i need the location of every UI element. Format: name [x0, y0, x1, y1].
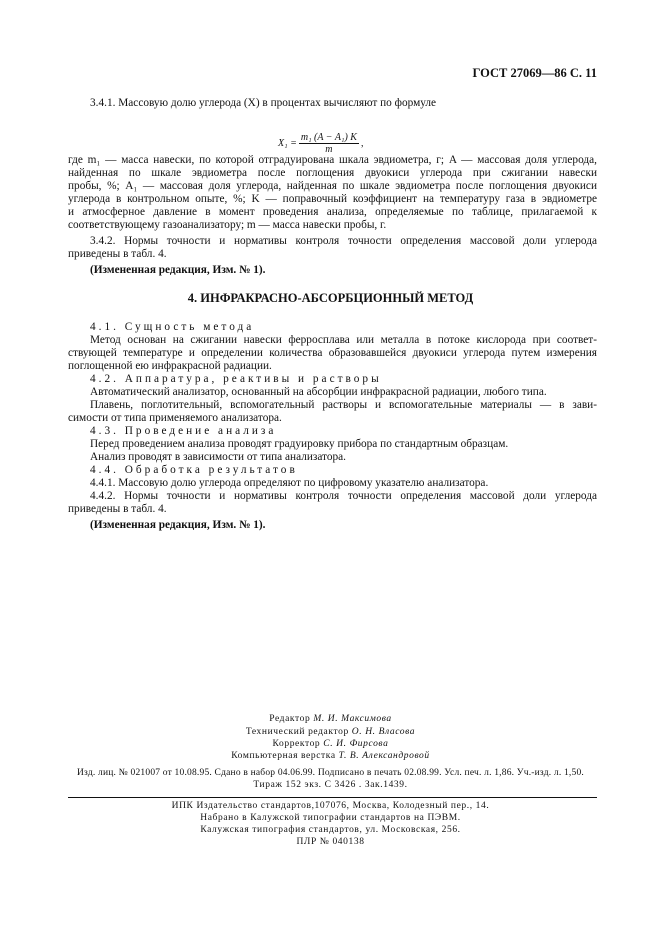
where-line: соответствующему газоанализатору; m — масса навески пробы, г. [68, 219, 387, 231]
amendment-note: (Измененная редакция, Изм. № 1). [90, 264, 266, 276]
page-header: ГОСТ 27069—86 С. 11 [472, 66, 597, 80]
text-line: приведены в табл. 4. [68, 503, 167, 515]
credit-line: Технический редактор О. Н. Власова [245, 727, 416, 737]
section-heading: 4. ИНФРАКРАСНО-АБСОРБЦИОННЫЙ МЕТОД [187, 291, 474, 305]
where-line: углерода в контрольном опыте, %; K — поправочный коэффициент на температуру газа в эвдиометре [68, 193, 597, 205]
text-line: Плавень, поглотительный, вспомогательный растворы и вспомогательные материалы — в зави- [90, 399, 597, 411]
credit-line: Компьютерная верстка Т. В. Александровой [231, 751, 430, 761]
amendment-note: (Измененная редакция, Изм. № 1). [90, 519, 266, 531]
credit-line: Корректор С. И. Фирсова [272, 739, 389, 749]
publisher-line: ИПК Издательство стандартов,107076, Москва, Колодезный пер., 14. [171, 801, 490, 811]
divider [68, 797, 597, 798]
subsection-4-3: 4.3. Проведение анализа [90, 425, 277, 437]
formula-tail: , [360, 138, 364, 149]
where-line: найденная по шкале эвдиометра после поглощения двуокиси углерода при сжигании навески [68, 167, 597, 179]
text-line: Метод основан на сжигании навески ферросплава или металла в потоке кислорода при соответ- [90, 334, 597, 346]
formula-denominator: m [325, 144, 333, 155]
subsection-4-4: 4.4. Обработка результатов [90, 464, 298, 476]
formula-lhs: X₁ = [278, 138, 297, 149]
imprint-line: Тираж 152 экз. С 3426 . Зак.1439. [253, 780, 408, 790]
imprint-line: Изд. лиц. № 021007 от 10.08.95. Сдано в набор 04.06.99. Подписано в печать 02.08.99. Усл. печ. л. 1,86. Уч.-изд. л. 1,50. [77, 768, 584, 778]
paragraph-3-4-1: 3.4.1. Массовую долю углерода (X) в процентах вычисляют по формуле [90, 97, 437, 109]
where-line: и атмосферное давление в момент проведения анализа, определяемые по таблице, прилагаемой к [68, 206, 597, 218]
text-line: Автоматический анализатор, основанный на абсорбции инфракрасной радиации, любого типа. [90, 386, 547, 398]
text-line: Перед проведением анализа проводят градуировку прибора по стандартным образцам. [90, 438, 509, 450]
credit-line: Редактор М. И. Максимова [269, 714, 392, 724]
text-line: Анализ проводят в зависимости от типа анализатора. [90, 451, 346, 463]
formula [278, 132, 363, 155]
text-line: поглощенной ею инфракрасной радиации. [68, 360, 272, 372]
text-line: ствующей температуре и определении количества образовавшейся двуокиси углерода путем измерения [68, 347, 597, 359]
where-line: где m₁ — масса навески, по которой отградуирована шкала эвдиометра, г; A — массовая доля углерода, [68, 154, 597, 166]
formula-numerator: m₁ (A − A₁) K [300, 132, 357, 143]
publisher-line: Набрано в Калужской типографии стандартов на ПЭВМ. [200, 813, 461, 823]
paragraph-3-4-2: приведены в табл. 4. [68, 248, 167, 260]
publisher-line: ПЛР № 040138 [296, 837, 365, 847]
subsection-4-2: 4.2. Аппаратура, реактивы и растворы [90, 373, 382, 385]
publisher-line: Калужская типография стандартов, ул. Московская, 256. [200, 825, 461, 835]
subsection-4-1: 4.1. Сущность метода [90, 321, 255, 333]
text-line: 4.4.1. Массовую долю углерода определяют по цифровому указателю анализатора. [90, 477, 489, 489]
text-line: симости от типа применяемого анализатора. [68, 412, 282, 424]
paragraph-3-4-2: 3.4.2. Нормы точности и нормативы контроля точности определения массовой доли углерода [90, 235, 597, 247]
where-line: пробы, %; A₁ — массовая доля углерода, найденная по шкале эвдиометра после поглощения двуокиси [68, 180, 597, 192]
text-line: 4.4.2. Нормы точности и нормативы контроля точности определения массовой доли углерода [90, 490, 597, 502]
